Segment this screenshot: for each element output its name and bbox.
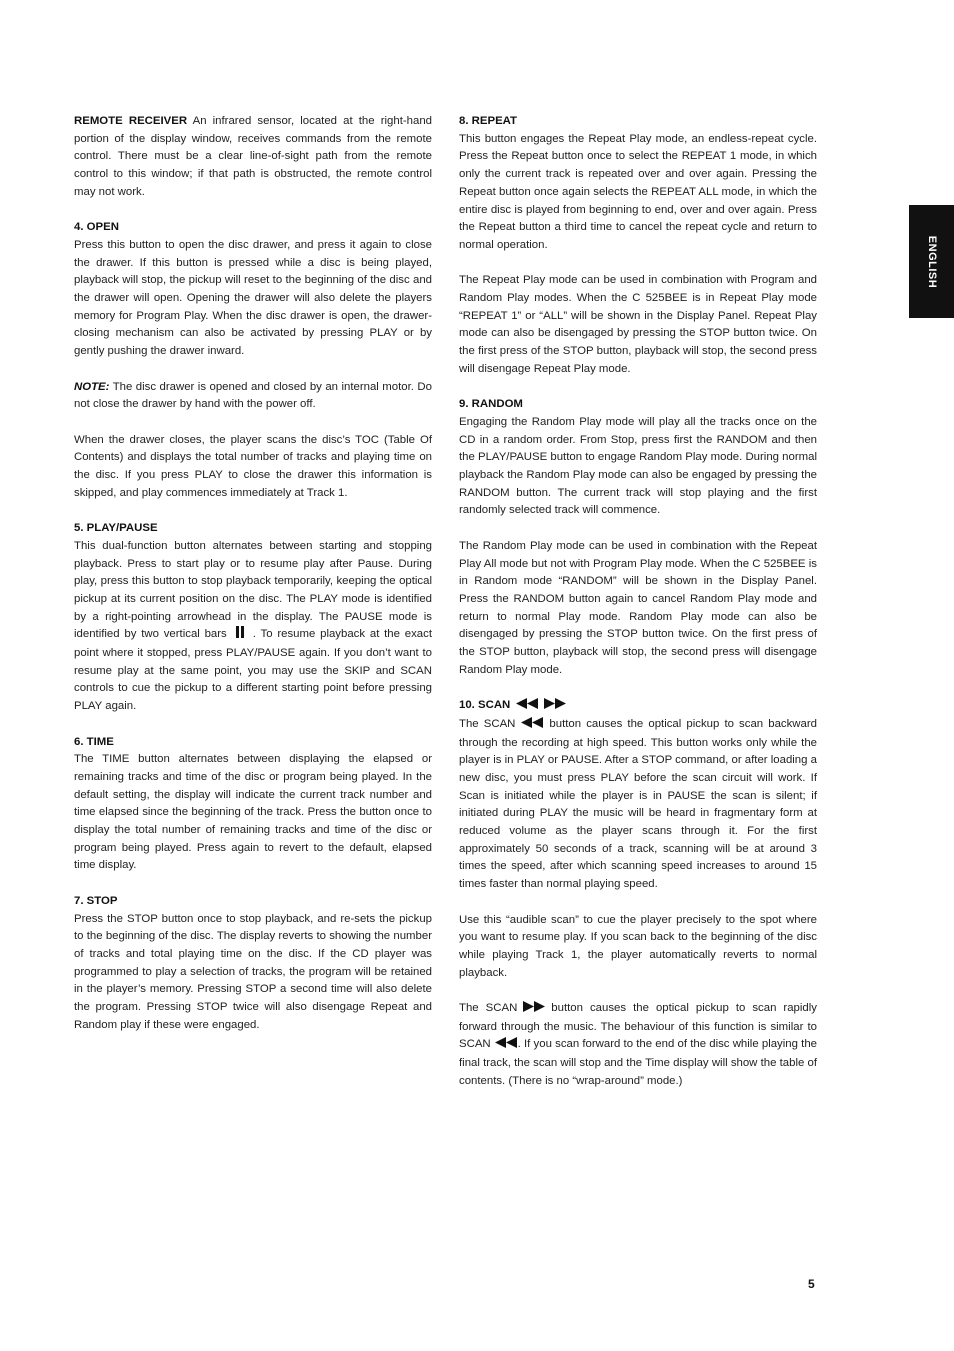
random-section bbox=[459, 396, 817, 679]
note-text: The disc drawer is opened and closed by an internal motor. Do not close the drawer by hand with the power off. bbox=[74, 380, 432, 411]
time-paragraph: The TIME button alternates between displaying the elapsed or remaining tracks and time of the disc or program being played. In the default setting, the display will indicate the current track number and time elapsed since the beginning of the track. Press the button once to display the total number of remaining tracks and time of the disc or program being played. Press again to revert to the default, elapsed time display. bbox=[74, 753, 432, 872]
scan-paragraph-1 bbox=[459, 716, 817, 894]
scan-forward-icon bbox=[544, 698, 566, 716]
random-paragraph-2: The Random Play mode can be used in combination with the Repeat Play All mode but not with Program Play mode. When the C 525BEE is in Random mode “RANDOM” will be shown in the Display Panel. Press the RANDOM button again to cancel Random Play mode and return to normal Play mode. Random Play mode can also be disengaged by pressing the STOP button twice. On the first press of the STOP button, playback will stop, the second press will disengage Random Play mode. bbox=[459, 539, 817, 676]
time-heading: 6. TIME bbox=[74, 735, 114, 748]
language-tab-label: ENGLISH bbox=[925, 235, 938, 288]
time-section bbox=[74, 734, 432, 876]
repeat-paragraph-2: The Repeat Play mode can be used in combination with Program and Random Play modes. When the C 525BEE is in Repeat Play mode “REPEAT 1” or “ALL” will be shown in the Display Panel. Repeat Play mode can also be disengaged by pressing the STOP button twice. On the first press of the STOP button, playback will stop, the second press will disengage Repeat Play mode. bbox=[459, 274, 817, 375]
stop-paragraph: Press the STOP button once to stop playback, and re-sets the pickup to the beginning of the disc. The display reverts to showing the number of tracks and total playing time on the disc. If the CD player was programmed to play a selection of tracks, the program will be retained in the player’s memory. Pressing STOP a second time will also delete the program. Pressing STOP twice will also disengage Repeat and Random play if these were engaged. bbox=[74, 912, 432, 1031]
open-paragraph-1: Press this button to open the disc drawer, and press it again to close the drawer. If this button is pressed while a disc is being played, playback will stop, the pickup will reset to the beginning of the disc and the drawer will open. Opening the drawer will also delete the players memory for Program Play. When the disc drawer is open, the drawer-closing mechanism can also be activated by pressing PLAY or by gently pushing the drawer inward. bbox=[74, 238, 432, 358]
open-section bbox=[74, 219, 432, 502]
remote-receiver-lead: REMOTE RECEIVER bbox=[74, 115, 188, 127]
scan-paragraph-3 bbox=[459, 1000, 817, 1091]
stop-heading: 7. STOP bbox=[74, 894, 118, 907]
scan-heading: 10. SCAN bbox=[459, 699, 511, 712]
play-pause-text-b: . To resume playback at the exact point where it stopped, press PLAY/PAUSE again. If you don’t want to resume play at the same point, you may use the SKIP and SCAN controls to cue the pickup to a different starting point before pressing PLAY again. bbox=[74, 628, 432, 713]
scan-p1-text-b: button causes the optical pickup to scan backward through the recording at high speed. This button works only while the player is in PLAY or PAUSE. After a STOP command, or after loading a new disc, you must press PLAY before the scan circuit will work. If Scan is initiated while the player is in PAUSE the scan is silent; if initiated during PLAY the music will be heard in fragmentary form at reduced volume as the player scans through it. For the first approximately 50 seconds of a track, scanning will be at around 3 times the speed, after which scanning speed increases to around 15 times faster than normal playing speed. bbox=[459, 717, 817, 891]
scan-section bbox=[459, 697, 817, 1090]
open-paragraph-3: When the drawer closes, the player scans the disc’s TOC (Table Of Contents) and displays the total number of tracks and playing time on the disc. If you press PLAY to close the drawer this information is skipped, and play commences immediately at Track 1. bbox=[74, 433, 432, 499]
page-number: 5 bbox=[808, 1277, 815, 1291]
random-heading: 9. RANDOM bbox=[459, 398, 523, 411]
open-heading: 4. OPEN bbox=[74, 221, 119, 234]
play-pause-text-a: This dual-function button alternates between starting and stopping playback. Press to start play or to resume play after Pause. During play, press this button to stop playback temporarily, keeping the optical pickup at its current position on the disc. The PLAY mode is identified by a right-pointing arrowhead in the display. The PAUSE mode is identified by two vertical bars bbox=[74, 539, 432, 641]
right-column bbox=[459, 113, 817, 1108]
play-pause-section bbox=[74, 520, 432, 716]
pause-icon bbox=[235, 626, 245, 645]
play-pause-paragraph bbox=[74, 538, 432, 716]
scan-p3-text-a: The SCAN bbox=[459, 1002, 518, 1015]
scan-p3-text-c: . If you scan forward to the end of the disc while playing the final track, the scan will stop and the Time display will show the table of contents. (There is no “wrap-around” mode.) bbox=[459, 1038, 817, 1087]
stop-section bbox=[74, 893, 432, 1035]
scan-paragraph-2: Use this “audible scan” to cue the player precisely to the spot where you want to resume play. If you scan back to the beginning of the disc while playing Track 1, the player automatically reverts to normal playback. bbox=[459, 913, 817, 979]
scan-back-icon bbox=[516, 698, 538, 716]
random-paragraph-1: Engaging the Random Play mode will play all the tracks once on the CD in a random order. From Stop, press first the RANDOM and then the PLAY/PAUSE button to engage Random Play mode. During normal playback the Random Play mode can also be engaged by pressing the RANDOM button. The current track will stop playing and the first randomly selected track will commence. bbox=[459, 415, 817, 517]
repeat-heading: 8. REPEAT bbox=[459, 115, 518, 127]
open-note-paragraph bbox=[74, 379, 432, 414]
repeat-paragraph-1: This button engages the Repeat Play mode, an endless-repeat cycle. Press the Repeat button once to select the REPEAT 1 mode, in which only the current track is repeated over and over again. Pressing the Repeat button once again selects the REPEAT ALL mode, in which the entire disc is played from beginning to end, over and over again. Press the Repeat button a third time to cancel the repeat cycle and return to normal operation. bbox=[459, 132, 817, 251]
scan-heading-row bbox=[459, 697, 817, 716]
scan-back-icon bbox=[521, 717, 543, 735]
scan-forward-icon bbox=[523, 1001, 545, 1019]
scan-p3-text-b: button causes the optical pickup to scan rapidly forward through the music. The behaviour of this function is similar to SCAN bbox=[459, 1002, 817, 1051]
remote-receiver-paragraph bbox=[74, 113, 432, 202]
left-column bbox=[74, 113, 432, 1052]
repeat-section bbox=[459, 113, 817, 379]
play-pause-heading: 5. PLAY/PAUSE bbox=[74, 522, 158, 535]
language-tab bbox=[909, 205, 954, 318]
note-lead: NOTE: bbox=[74, 380, 110, 393]
scan-p1-text-a: The SCAN bbox=[459, 717, 516, 730]
remote-receiver-text: An infrared sensor, located at the right-hand portion of the display window, receives commands from the remote control. There must be a clear line-of-sight path from the remote control to this window; if that path is obstructed, the remote control may not work. bbox=[74, 115, 432, 198]
scan-back-icon bbox=[495, 1037, 517, 1055]
